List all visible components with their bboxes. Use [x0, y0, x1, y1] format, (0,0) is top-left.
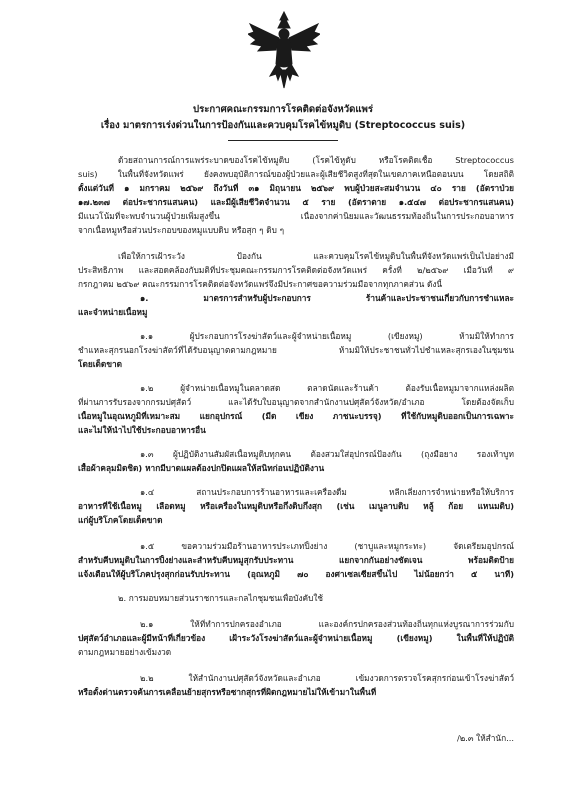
- item-1-2-line-4: และไม่ให้นำไปใช้ประกอบอาหารอื่น: [78, 425, 206, 435]
- body-line-9: กรกฎาคม ๒๕๖๙ คณะกรรมการโรคติดต่อจังหวัดแพร่จึงมีประกาศขอความร่วมมือจากทุกภาคส่วน ดังนี้: [78, 279, 443, 289]
- item-2-2-line-2: หรือตั้งด่านตรวจค้นการเคลื่อนย้ายสุกรหรือซากสุกรที่ผิดกฎหมายไม่ให้เข้ามาในพื้นที่: [78, 687, 377, 697]
- item-2-1-line-3: ตามกฎหมายอย่างเข้มงวด: [78, 647, 172, 657]
- item-1-4-line-2: อาหารที่ใช้เนื้อหมู เลือดหมู หรือเครื่องในหมูดิบหรือกึ่งดิบกึ่งสุก (เช่น เมนูลาบดิบ หลู้ ก้อย แหนมดิบ): [78, 501, 514, 511]
- item-1-2-line-1: ๑.๒ ผู้จำหน่ายเนื้อหมูในตลาดสด ตลาดนัดและร้านค้า ต้องรับเนื้อหมูมาจากแหล่งผลิต: [140, 383, 514, 393]
- body-line-3: ตั้งแต่วันที่ ๑ มกราคม ๒๕๖๙ ถึงวันที่ ๓๑ มิถุนายน ๒๕๖๙ พบผู้ป่วยสะสมจำนวน ๔๐ ราย (อัตราป่วย: [78, 183, 514, 193]
- announcement-title: ประกาศคณะกรรมการโรคติดต่อจังหวัดแพร่: [192, 104, 374, 115]
- section-2-heading: ๒. การมอบหมายส่วนราชการและกลไกชุมชนเพื่อบังคับใช้: [118, 593, 324, 603]
- item-1-5-line-2: สำหรับคีบหมูดิบในการปิ้งย่างและสำหรับคีบหมูสุกรับประทาน แยกจากกันอย่างชัดเจน พร้อมติดป้าย: [78, 555, 514, 565]
- item-1-5-line-3: แจ้งเตือนให้ผู้บริโภคปรุงสุกก่อนรับประทาน (อุณหภูมิ ๗๐ องศาเซลเซียสขึ้นไป ไม่น้อยกว่า ๕ นาที): [78, 569, 514, 579]
- item-1-2-line-2: ที่ผ่านการรับรองจากกรมปศุสัตว์ และได้รับใบอนุญาตจากสำนักงานปศุสัตว์จังหวัด/อำเภอ โดยต้องจัดเก็บ: [78, 397, 514, 407]
- item-1-1-line-3: โดยเด็ดขาด: [78, 359, 123, 369]
- body-line-7: เพื่อให้การเฝ้าระวัง ป้องกัน และควบคุมโรคไข้หมูดิบในพื้นที่จังหวัดแพร่เป็นไปอย่างมี: [118, 251, 514, 261]
- item-1-2-line-3: เนื้อหมูในอุณหภูมิที่เหมาะสม แยกอุปกรณ์ (มีด เขียง ภาชนะบรรจุ) ที่ใช้กับหมูดิบออกเป็นการเฉพาะ: [78, 411, 514, 421]
- item-1-3-line-1: ๑.๓ ผู้ปฏิบัติงานสัมผัสเนื้อหมูดิบทุกคน ต้องสวมใส่อุปกรณ์ป้องกัน (ถุงมือยาง รองเท้าบูท: [140, 449, 514, 459]
- item-1-4-line-1: ๑.๔ สถานประกอบการร้านอาหารและเครื่องดื่ม หลีกเลี่ยงการจำหน่ายหรือให้บริการ: [140, 487, 514, 497]
- body-line-1: ด้วยสถานการณ์การแพร่ระบาดของโรคไข้หมูดิบ (โรคไข้หูดับ หรือโรคติดเชื้อ Streptococcus: [118, 155, 514, 165]
- item-1-5-line-1: ๑.๕ ขอความร่วมมือร้านอาหารประเภทปิ้งย่าง (ชาบูและหมูกระทะ) จัดเตรียมอุปกรณ์: [140, 541, 514, 551]
- title-divider: [228, 140, 338, 141]
- item-1-3-line-2: เสื้อผ้าคลุมมิดชิด) หากมีบาดแผลต้องปกปิดแผลให้สนิทก่อนปฏิบัติงาน: [78, 463, 325, 473]
- garuda-emblem-icon: [248, 8, 320, 90]
- item-2-1-line-2: ปศุสัตว์อำเภอและผู้มีหน้าที่เกี่ยวข้อง เฝ้าระวังโรงฆ่าสัตว์และผู้จำหน่ายเนื้อหมู (เขียงหมู) ในพื้นที่ให้ปฏิบัติ: [78, 633, 514, 643]
- section-1-heading: ๑. มาตรการสำหรับผู้ประกอบการ ร้านค้าและประชาชนเกี่ยวกับการชำแหละ: [140, 293, 514, 303]
- item-1-1-line-1: ๑.๑ ผู้ประกอบการโรงฆ่าสัตว์และผู้จำหน่ายเนื้อหมู (เขียงหมู) ห้ามมิให้ทำการ: [140, 331, 514, 341]
- body-line-4: ๑๗.๒๓๗ ต่อประชากรแสนคน) และมีผู้เสียชีวิตจำนวน ๕ ราย (อัตราตาย ๑.๕๔๗ ต่อประชากรแสนคน): [78, 197, 514, 207]
- body-line-5: มีแนวโน้มที่จะพบจำนวนผู้ป่วยเพิ่มสูงขึ้น เนื่องจากค่านิยมและวัฒนธรรมท้องถิ่นในการประกอบอาหาร: [78, 211, 514, 221]
- announcement-subject: เรื่อง มาตรการเร่งด่วนในการป้องกันและควบคุมโรคไข้หมูดิบ (Streptococcus suis): [100, 120, 466, 131]
- item-2-2-line-1: ๒.๒ ให้สำนักงานปศุสัตว์จังหวัดและอำเภอ เข้มงวดการตรวจโรคสุกรก่อนเข้าโรงฆ่าสัตว์: [140, 673, 514, 683]
- item-1-4-line-3: แก่ผู้บริโภคโดยเด็ดขาด: [78, 515, 163, 525]
- item-1-1-line-2: ชำแหละสุกรนอกโรงฆ่าสัตว์ที่ได้รับอนุญาตตามกฎหมาย ห้ามมิให้ประชาชนทั่วไปชำแหละสุกรเองในชุมชน: [78, 345, 514, 355]
- body-line-8: ประสิทธิภาพ และสอดคล้องกับมติที่ประชุมคณะกรรมการโรคติดต่อจังหวัดแพร่ ครั้งที่ ๒/๒๕๖๙ เมื่อวันที่ ๙: [78, 265, 514, 275]
- section-1-heading-cont: และจำหน่ายเนื้อหมู: [78, 307, 148, 317]
- body-line-2: suis) ในพื้นที่จังหวัดแพร่ ยังคงพบอุบัติการณ์ของผู้ป่วยและผู้เสียชีวิตสูงที่สุดในเขตภาคเหนือตอนบน โดยสถิติ: [78, 169, 514, 179]
- item-2-1-line-1: ๒.๑ ให้ที่ทำการปกครองอำเภอ และองค์กรปกครองส่วนท้องถิ่นทุกแห่งบูรณาการร่วมกับ: [140, 619, 514, 629]
- body-line-6: จากเนื้อหมูหรือส่วนประกอบของหมูแบบดิบ หรือสุก ๆ ดิบ ๆ: [78, 225, 285, 235]
- continuation-note: /๒.๓ ให้สำนัก...: [456, 733, 514, 743]
